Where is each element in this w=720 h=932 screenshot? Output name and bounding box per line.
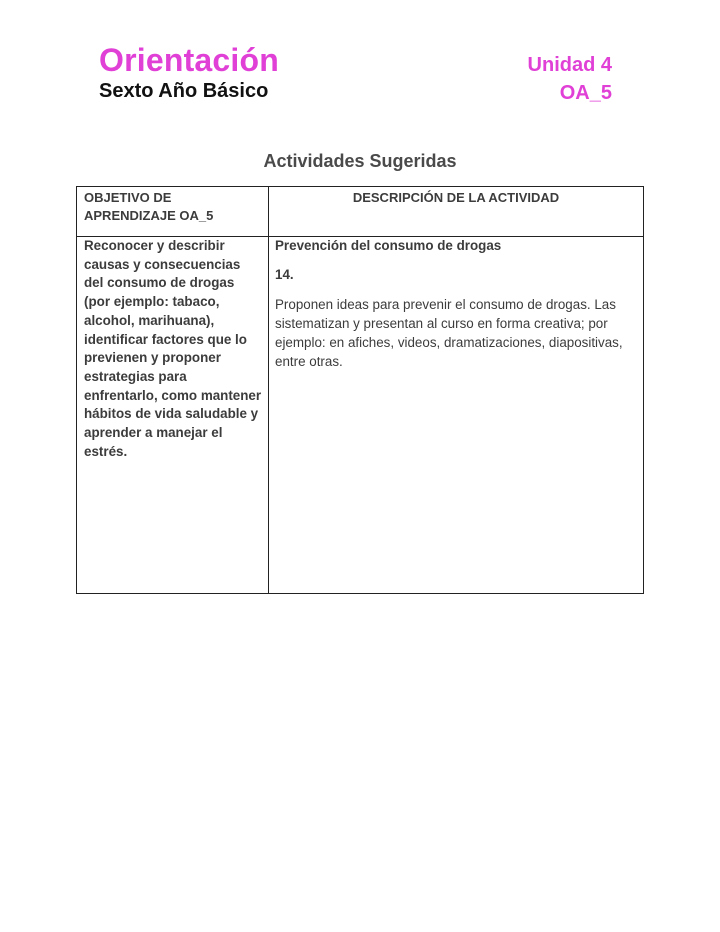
subject-title: Orientación: [99, 42, 280, 78]
grade-title: Sexto Año Básico: [99, 80, 269, 102]
column-divider: [268, 187, 269, 593]
description-column-header: DESCRIPCIÓN DE LA ACTIVIDAD: [352, 190, 560, 205]
objective-code-label: OA_5: [559, 82, 612, 104]
activity-table: [76, 186, 644, 594]
document-header-right: [528, 52, 612, 106]
document-header-left: [99, 40, 279, 103]
activity-description: Proponen ideas para prevenir el consumo de drogas. Las sistematizan y presentan al curso en forma creativa; por ejemplo: en afiches, videos, dramatizaciones, diapositivas, entre otras.: [275, 297, 623, 369]
activity-title: Prevención del consumo de drogas: [275, 238, 502, 253]
description-cell: [275, 237, 641, 371]
objective-cell: Reconocer y describir causas y consecuencias del consumo de drogas (por ejemplo: tabaco, alcohol, marihuana), identificar factores que lo previenen y proponer estrategias para enfrentarlo, como mantener hábitos de vida saludable y aprender a manejar el estrés.: [84, 238, 262, 459]
activity-number: 14.: [275, 267, 294, 282]
section-title: Actividades Sugeridas: [263, 151, 457, 171]
unit-label: Unidad 4: [527, 54, 612, 76]
table-header-row: [77, 187, 643, 237]
objective-column-header: OBJETIVO DE APRENDIZAJE OA_5: [84, 190, 214, 223]
